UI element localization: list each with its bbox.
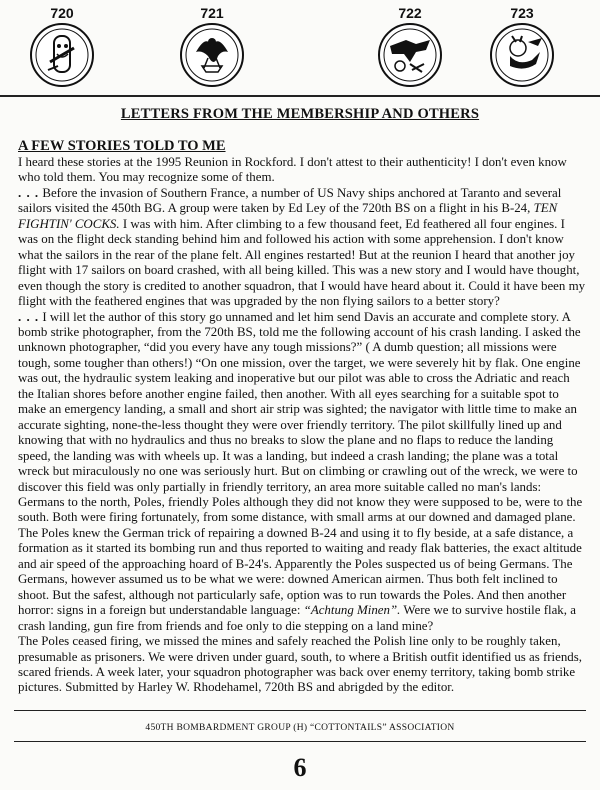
story-two-text-a: I will let the author of this story go unnamed and let him send Davis an accurate and complete story. A bomb strike photographer, from the 720th BS, told me the following account of his crash landing. I asked the unknown photographer, “did you every have any tough missions?” ( A dumb question; all missions were tough, some tougher than others!) “On one mission, over the target, we were severely hit by flak. One engine was out, the hydraulic system leaking and inoperative but our pilot was able to cross the Adriatic and reach the Italian shores before another engine failed, then another. With all eyes searching for a suitable spot to make an emergency landing, a small and short air strip was sighted; the navigator with little time to make an accurate sighting, none-the-less thought they were over friendly territory. The pilot skillfully lined up and knowing that with no hydraulics and thus no breaks to slow the plane and no flaps to reduce the landing speed, the landing was with wheels up. It was a landing, but indeed a crash landing; the plane was a total wreck but miraculously no one was seriously hurt. But on climbing or crawling out of the wreck, we were to discover this field was only partially in friendly territory, an area more suitable called no man's lands: Germans to the north, Poles, friendly Poles although they did not know they were supposed to be, were to the south. Both were firing fortunately, from some distance, with small arms at our downed and damaged plane. The Poles knew the German trick of repairing a downed B-24 and using it to fly beside, at a safe distance, a formation as it started its bombing run and thus reported to waiting and ready flak batteries, the exact altitude and air speed of the approaching hoard of B-24's. Apparently the Poles suspected us of being Germans. The Germans, however assumed us to be what we were: downed American airmen. Thus both felt inclined to shoot. But the safest, although not particularly safe, option was to run towards the Poles. And then another horror: signs in a foreign but understandable language: [18,309,583,618]
emblem-number: 721 [200,5,224,21]
story-two [18,310,588,635]
emblem-720 [22,4,102,88]
squadron-721-emblem-icon [178,22,246,88]
squadron-720-emblem-icon [28,22,96,88]
emblem-number: 720 [50,5,74,21]
story-one-text-a: Before the invasion of Southern France, a number of US Navy ships anchored at Taranto and several sailors visited the 450th BG. A group were taken by Ed Ley of the 720th BS on a flight in his B-24, [18,185,562,216]
story-two-ending: The Poles ceased firing, we missed the mines and safely reached the Polish line only to be roughly taken, presumable as prisoners. We were driven under guard, south, to where a British outfit identified us as friends, scared friends. A week later, your squadron photographer was back over enemy territory, taking bomb strike pictures. Submitted by Harley W. Rhodehamel, 720th BS and abrigded by the editor. [18,634,582,695]
article-intro: I heard these stories at the 1995 Reunion in Rockford. I don't attest to their authenticity! I don't even know who told them. You may recognize some of them. [18,155,567,185]
header-divider [0,95,600,97]
emblem-721 [172,4,252,88]
footer-divider-top [14,710,586,711]
article-heading: A FEW STORIES TOLD TO ME [18,138,226,154]
plane-name: TEN FIGHTIN' COCKS. [18,201,558,231]
emblem-number: 723 [510,5,534,21]
squadron-722-emblem-icon [376,22,444,88]
emblem-number: 722 [398,5,422,21]
story-one-text-b: I was with him. After climbing to a few thousand feet, Ed feathered all four engines. I was on the flight deck standing behind him and followed his action with some apprehension. I don't know what the sailors in the rear of the plane felt. All engines restarted! But at the reunion I heard that another joy flight with 17 sailors on board crashed, with all being killed. This was a new story and I would have thought, even though the story is credited to another squadron, that I would have heard about it. Could it have been my flight with the feathered engines that was upgraded by the non flying sailors to a better story? [18,216,586,309]
ellipsis-marker: . . . [18,185,40,200]
squadron-emblems [0,0,600,92]
page-number: 6 [293,753,307,782]
article [18,138,588,696]
story-two-text-b: Were we to survive hostile flak, a crash landing, gun fire from friends and foe only to die stepping on a land mine? [18,603,576,633]
warning-sign-text: “Achtung Minen”. [303,603,401,618]
story-one [18,186,588,310]
section-title: LETTERS FROM THE MEMBERSHIP AND OTHERS [120,106,480,122]
squadron-723-emblem-icon [488,22,556,88]
footer-association: 450TH BOMBARDMENT GROUP (H) “COTTONTAILS” ASSOCIATION [145,723,455,733]
ellipsis-marker: . . . [18,309,40,324]
emblem-723 [482,4,562,88]
emblem-722 [370,4,450,88]
footer-divider-bottom [14,741,586,742]
